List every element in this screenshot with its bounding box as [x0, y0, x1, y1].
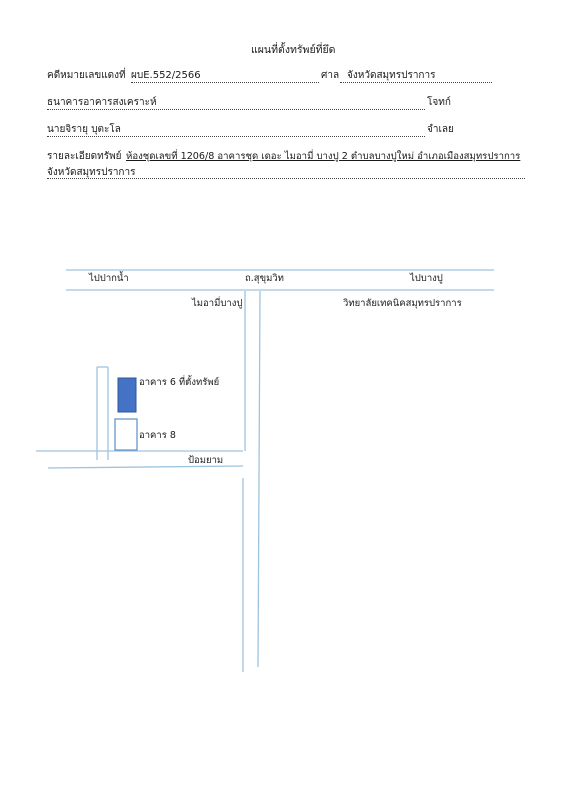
property-detail-line-2: จังหวัดสมุทรปราการ: [47, 167, 136, 178]
sukhumvit-road-label: ถ.สุขุมวิท: [245, 273, 284, 284]
defendant-name: นายจิรายุ บุตะโล: [47, 124, 121, 135]
building-6-label: อาคาร 6 ที่ตั้งทรัพย์: [139, 377, 220, 388]
document-title: แผนที่ตั้งทรัพย์ที่ยึด: [251, 44, 336, 56]
property-detail-label: รายละเอียดทรัพย์: [47, 151, 122, 162]
plaintiff-role: โจทก์: [427, 97, 451, 108]
case-number-label: คดีหมายเลขแดงที่: [47, 70, 126, 81]
miami-bangpu-label: ไมอามี่บางปู: [192, 298, 243, 309]
defendant-role: จำเลย: [427, 124, 454, 135]
building-6-marker: [118, 378, 136, 412]
technical-college-label: วิทยาลัยเทคนิคสมุทรปราการ: [343, 298, 462, 309]
building-8-label: อาคาร 8: [139, 430, 176, 441]
case-number-value: ผบE.552/2566: [131, 70, 201, 81]
guard-post-label: ป้อมยาม: [188, 455, 224, 466]
building-8-marker: [115, 419, 137, 450]
to-bangpu-label: ไปบางปู: [410, 273, 443, 284]
court-label: ศาล: [321, 70, 340, 81]
plaintiff-name: ธนาคารอาคารสงเคราะห์: [47, 97, 157, 108]
to-paknam-label: ไปปากน้ำ: [89, 273, 129, 284]
property-detail-line-1: ห้องชุดเลขที่ 1206/8 อาคารชุด เดอะ ไมอามี่ บางปู 2 ตำบลบางปูใหม่ อำเภอเมืองสมุทรปราการ: [126, 151, 521, 162]
soi-road-east-edge: [258, 291, 260, 667]
court-name: จังหวัดสมุทรปราการ: [347, 70, 436, 81]
